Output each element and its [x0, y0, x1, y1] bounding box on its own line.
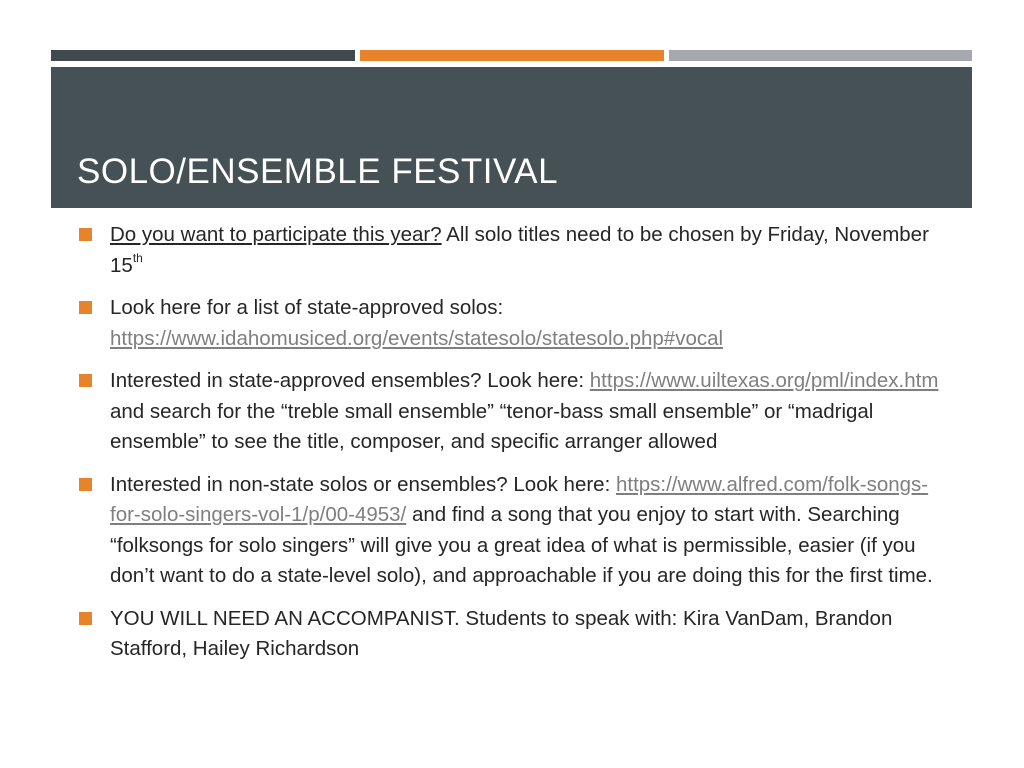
- non-state-after: and find a song that you enjoy to start with. Searching “folksongs for solo singers” will give you a great idea of what is permissible, easier (if you don’t want to do a state-level solo), and approachable if you are doing this for the first time.: [110, 503, 933, 587]
- title-band: [51, 67, 972, 208]
- state-ensembles-link[interactable]: https://www.uiltexas.org/pml/index.htm: [589, 369, 939, 392]
- state-ensembles-after: and search for the “treble small ensemble” “tenor-bass small ensemble” or “madrigal ensemble” to see the title, composer, and specific arranger allowed: [110, 399, 874, 453]
- participate-question: Do you want to participate this year?: [110, 223, 442, 246]
- square-bullet-icon: [79, 228, 92, 241]
- square-bullet-icon: [79, 301, 92, 314]
- square-bullet-icon: [79, 478, 92, 491]
- bullet-item-participate: [79, 220, 949, 281]
- state-solos-link[interactable]: https://www.idahomusiced.org/events/statesolo/statesolo.php#vocal: [110, 326, 724, 350]
- state-solos-text: Look here for a list of state-approved solos:: [110, 296, 504, 319]
- bullet-list: [79, 220, 949, 677]
- bullet-item-state-ensembles: [79, 366, 949, 458]
- state-ensembles-text: Interested in state-approved ensembles? Look here:: [110, 369, 590, 392]
- bullet-item-non-state: [79, 470, 949, 592]
- non-state-text: Interested in non-state solos or ensembles? Look here:: [110, 472, 616, 496]
- accent-bar-gray: [669, 50, 972, 61]
- slide-title: SOLO/ENSEMBLE FESTIVAL: [77, 152, 559, 191]
- square-bullet-icon: [79, 612, 92, 625]
- accent-bar-dark: [51, 50, 355, 61]
- bullet-item-accompanist: [79, 604, 949, 665]
- deadline-text: All solo titles need to be chosen by Friday, November 15: [110, 223, 929, 277]
- ordinal-suffix: th: [132, 250, 143, 265]
- accent-bar-orange: [360, 50, 664, 61]
- square-bullet-icon: [79, 374, 92, 387]
- non-state-link[interactable]: https://www.alfred.com/folk-songs-for-solo-singers-vol-1/p/00-4953/: [110, 472, 929, 526]
- accompanist-text: YOU WILL NEED AN ACCOMPANIST. Students to speak with: Kira VanDam, Brandon Stafford, Hailey Richardson: [110, 606, 893, 660]
- bullet-item-state-solos: [79, 293, 949, 354]
